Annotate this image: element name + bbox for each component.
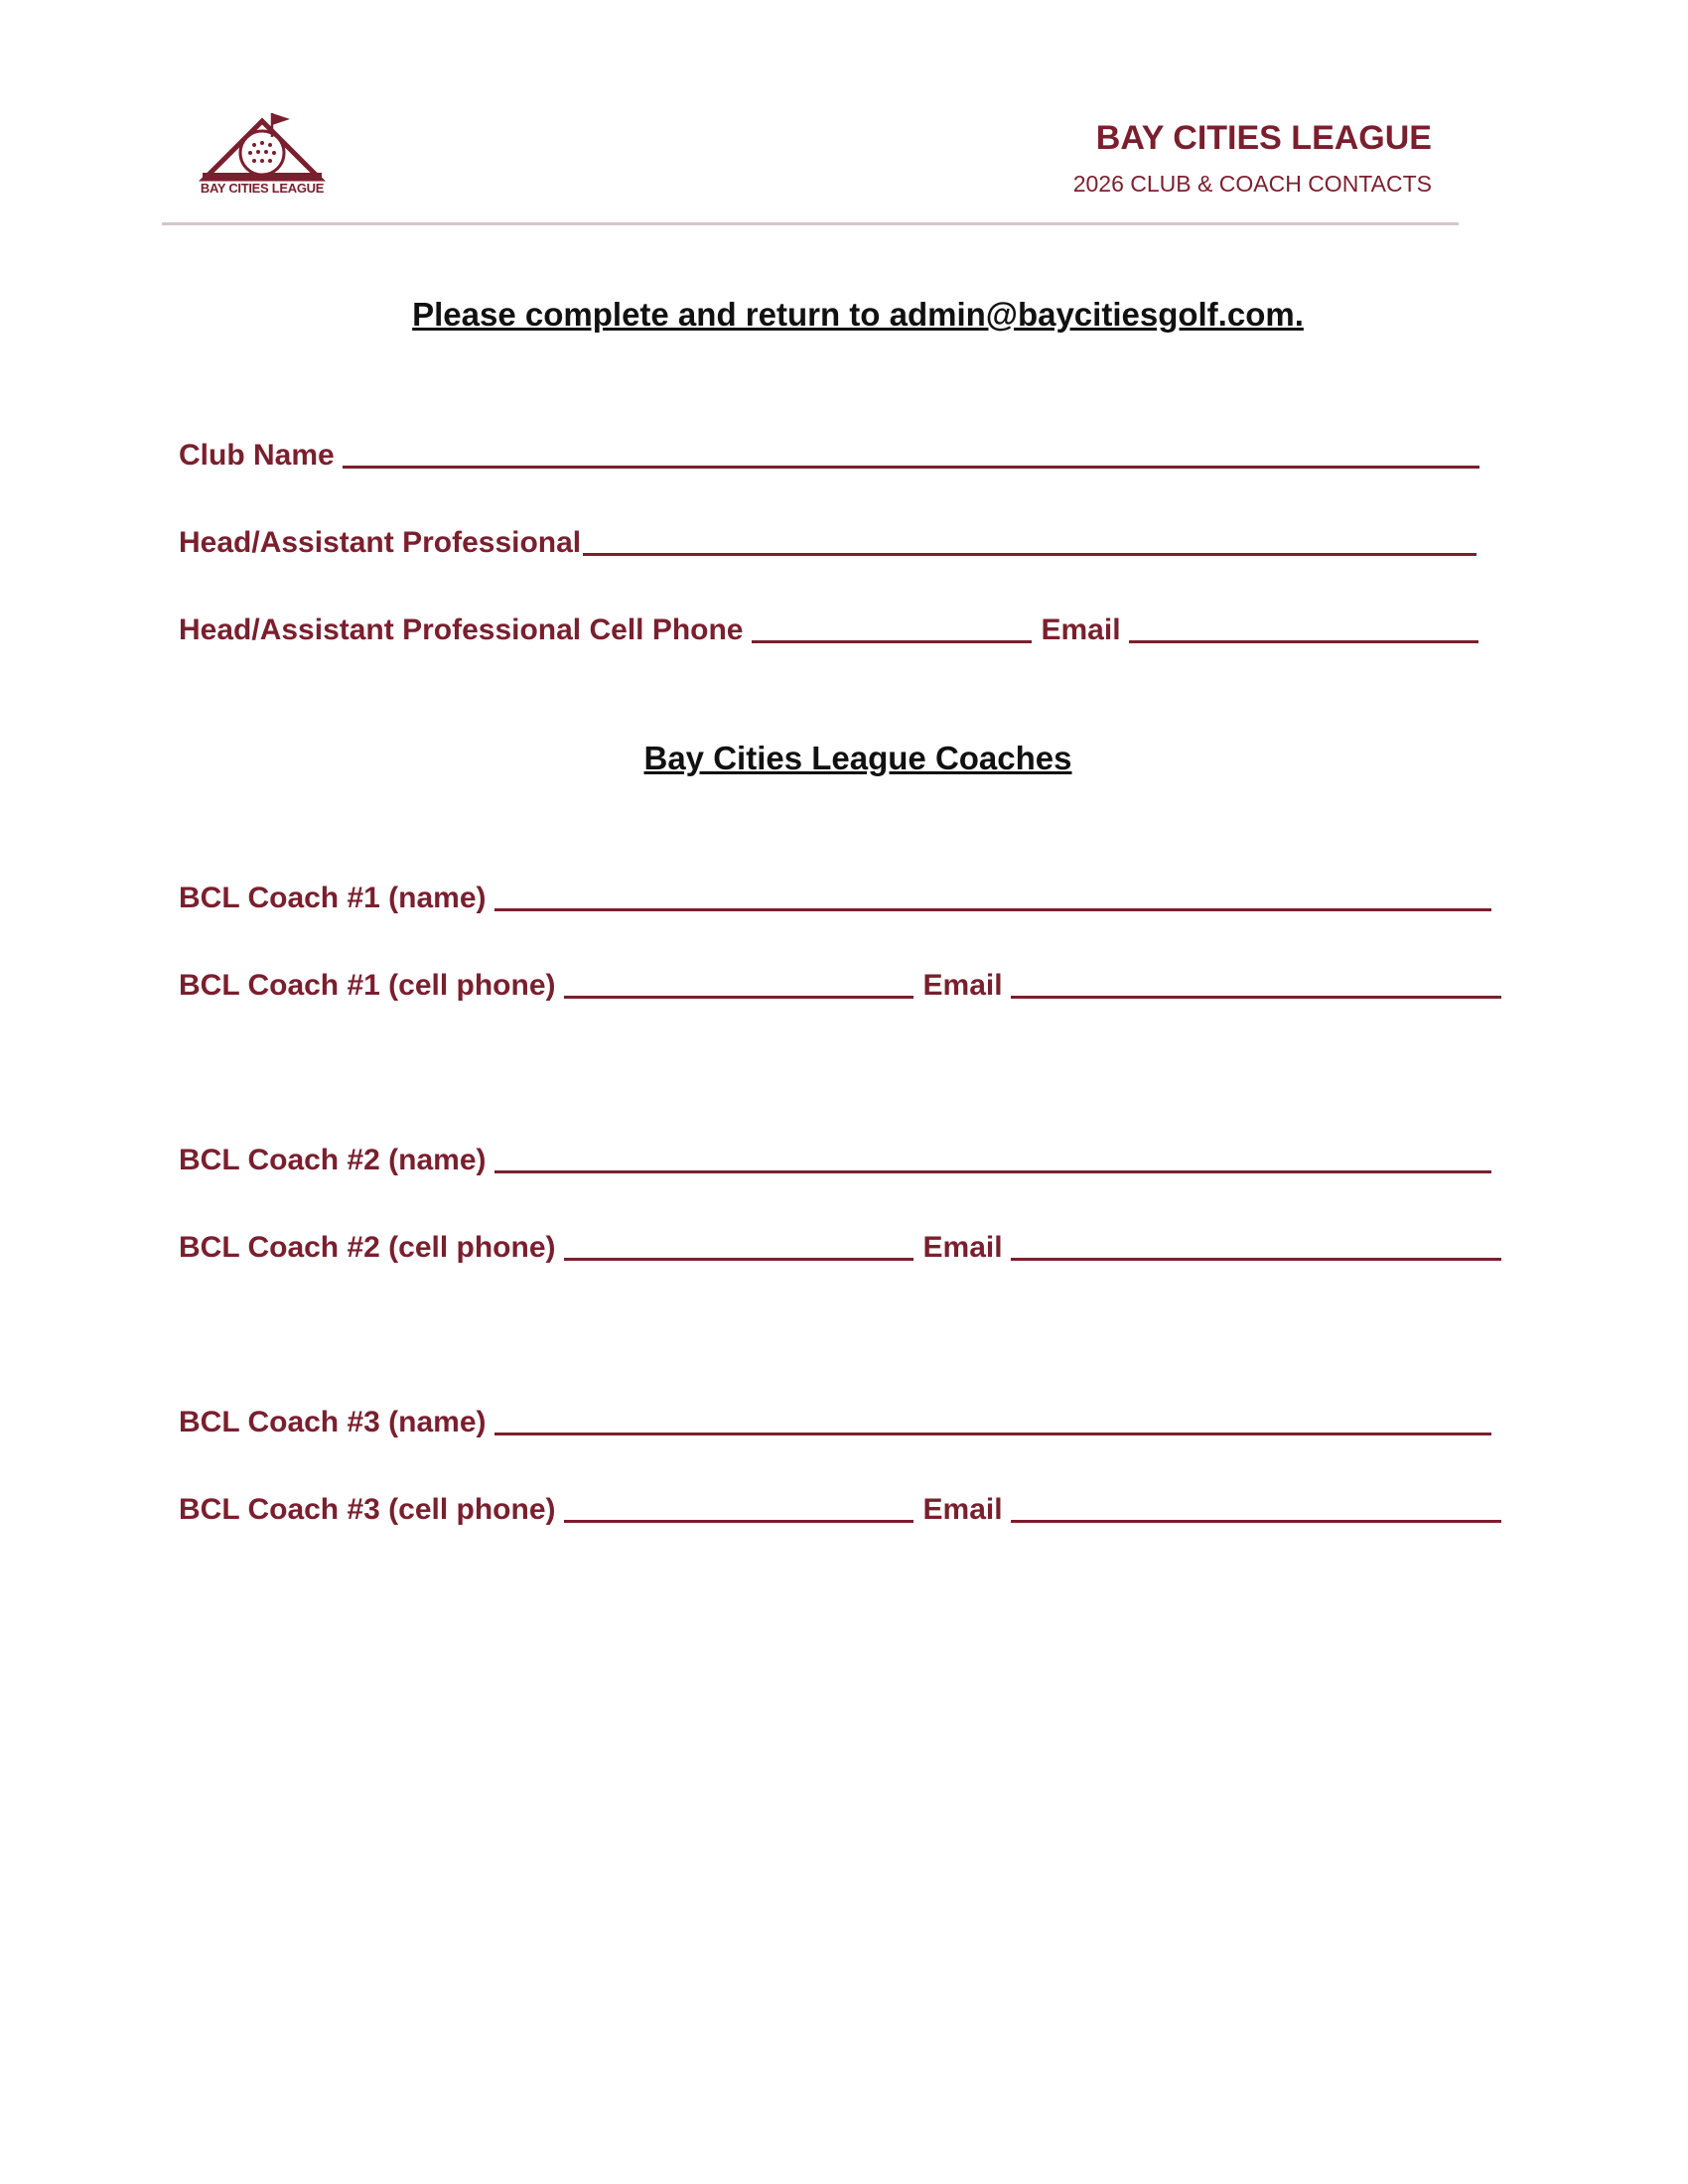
coach-3-contact-row (179, 1485, 1501, 1525)
coach-3-name-row (179, 1398, 1491, 1437)
professional-email-label: Email (1041, 614, 1121, 646)
professional-contact-row (179, 606, 1478, 645)
coach-3-name-field[interactable] (494, 1433, 1491, 1435)
coach-1-name-field[interactable] (494, 908, 1491, 911)
coach-1-name-label: BCL Coach #1 (name) (179, 882, 487, 914)
professional-label: Head/Assistant Professional (179, 526, 582, 559)
coach-3-email-label: Email (922, 1493, 1003, 1526)
coach-1-phone-label: BCL Coach #1 (cell phone) (179, 969, 556, 1002)
club-name-label: Club Name (179, 439, 335, 472)
coach-2-name-row (179, 1136, 1491, 1175)
header-title: BAY CITIES LEAGUE (1095, 119, 1432, 157)
club-name-field[interactable] (343, 466, 1479, 469)
professional-phone-label: Head/Assistant Professional Cell Phone (179, 614, 744, 646)
coach-3-name-label: BCL Coach #3 (name) (179, 1406, 487, 1438)
coach-3-phone-field[interactable] (564, 1520, 914, 1523)
coach-3-email-field[interactable] (1011, 1520, 1501, 1523)
coach-1-email-label: Email (922, 969, 1003, 1002)
header-subtitle: 2026 CLUB & COACH CONTACTS (1072, 171, 1432, 197)
coach-3-phone-label: BCL Coach #3 (cell phone) (179, 1493, 556, 1526)
coach-2-email-field[interactable] (1011, 1258, 1501, 1261)
coach-2-name-label: BCL Coach #2 (name) (179, 1144, 487, 1176)
coach-1-phone-field[interactable] (564, 996, 914, 999)
golf-ball-flag-bridge-icon (199, 107, 326, 183)
coach-2-email-label: Email (922, 1231, 1003, 1264)
coach-2-phone-label: BCL Coach #2 (cell phone) (179, 1231, 556, 1264)
coach-2-name-field[interactable] (494, 1170, 1491, 1173)
coach-2-phone-field[interactable] (564, 1258, 914, 1261)
league-logo (199, 107, 326, 199)
coaches-section-title: Bay Cities League Coaches (643, 740, 1072, 776)
header-divider (162, 222, 1459, 225)
professional-row (179, 518, 1477, 558)
coach-1-contact-row (179, 961, 1501, 1001)
professional-phone-field[interactable] (752, 640, 1032, 643)
coach-2-contact-row (179, 1223, 1501, 1263)
coach-1-email-field[interactable] (1011, 996, 1501, 999)
professional-field[interactable] (583, 553, 1477, 556)
club-name-row (179, 431, 1479, 471)
logo-text: BAY CITIES LEAGUE (200, 181, 325, 196)
instruction-text: Please complete and return to admin@baycitiesgolf.com. (412, 296, 1304, 333)
professional-email-field[interactable] (1129, 640, 1478, 643)
coach-1-name-row (179, 874, 1491, 913)
